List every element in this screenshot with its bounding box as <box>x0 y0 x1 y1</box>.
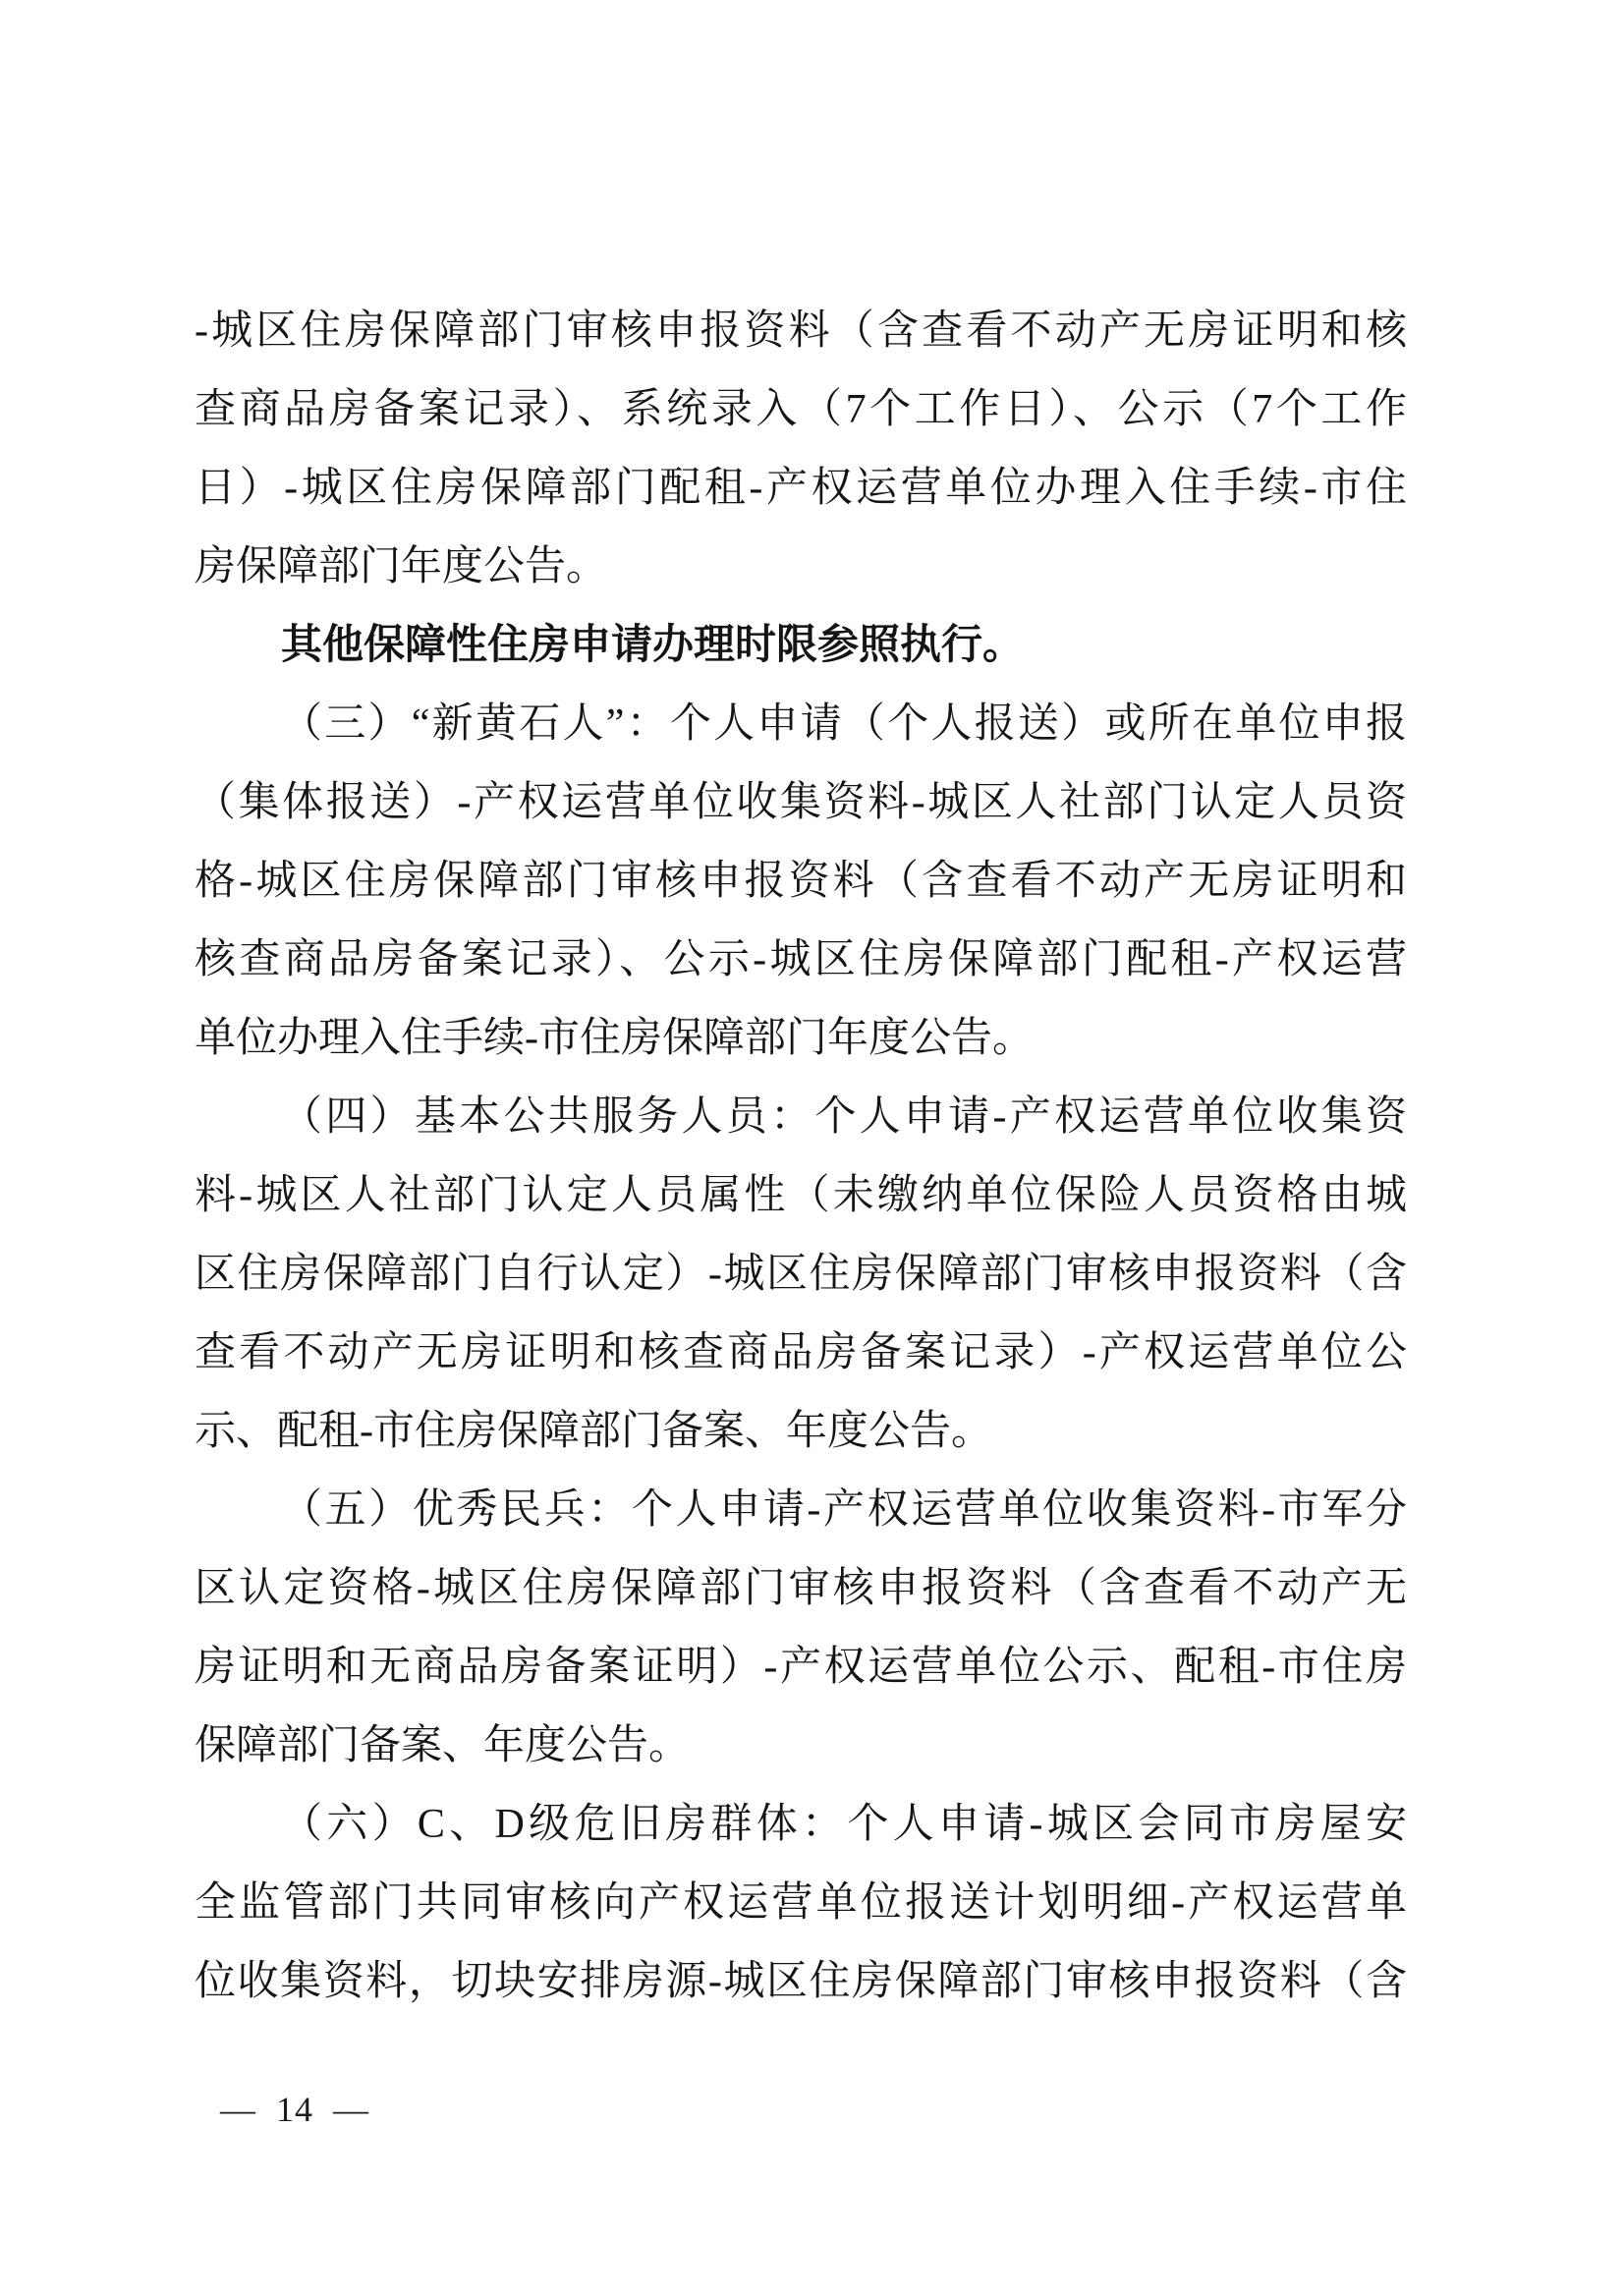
text-line: 单位办理入住手续-市住房保障部门年度公告。 <box>195 1016 1034 1061</box>
text-line: 房保障部门年度公告。 <box>195 544 608 589</box>
text-line: （五）优秀民兵：个人申请-产权运营单位收集资料-市军分 <box>281 1487 1407 1533</box>
para-item-5 <box>195 1471 1407 1785</box>
text-line: （四）基本公共服务人员：个人申请-产权运营单位收集资 <box>281 1094 1407 1140</box>
para-continuation <box>195 292 1407 606</box>
text-line: 查商品房备案记录）、系统录入（7个工作日）、公示（7个工作 <box>195 387 1407 432</box>
text-line: 保障部门备案、年度公告。 <box>195 1723 691 1768</box>
text-line: 房证明和无商品房备案证明）-产权运营单位公示、配租-市住房 <box>195 1645 1407 1690</box>
page-number: — 14 — <box>220 2090 369 2129</box>
text-line: 示、配租-市住房保障部门备案、年度公告。 <box>195 1409 992 1454</box>
text-line-bold: 其他保障性住房申请办理时限参照执行。 <box>281 623 1025 668</box>
text-line: 位收集资料，切块安排房源-城区住房保障部门审核申报资料（含 <box>195 1959 1407 2004</box>
text-line: 全监管部门共同审核向产权运营单位报送计划明细-产权运营单 <box>195 1880 1407 1926</box>
para-note-bold <box>195 606 1407 685</box>
text-line: （集体报送）-产权运营单位收集资料-城区人社部门认定人员资 <box>195 780 1407 825</box>
text-line: 查看不动产无房证明和核查商品房备案记录）-产权运营单位公 <box>195 1330 1407 1375</box>
text-line: 格-城区住房保障部门审核申报资料（含查看不动产无房证明和 <box>195 859 1407 904</box>
text-line: 日）-城区住房保障部门配租-产权运营单位办理入住手续-市住 <box>195 466 1407 511</box>
para-item-3 <box>195 685 1407 1078</box>
text-line: （三）“新黄石人”：个人申请（个人报送）或所在单位申报 <box>281 701 1407 747</box>
body-text <box>195 292 1407 2021</box>
para-item-4 <box>195 1078 1407 1471</box>
text-line: 核查商品房备案记录）、公示-城区住房保障部门配租-产权运营 <box>195 937 1407 982</box>
text-line: 区住房保障部门自行认定）-城区住房保障部门审核申报资料（含 <box>195 1252 1407 1297</box>
text-line: 区认定资格-城区住房保障部门审核申报资料（含查看不动产无 <box>195 1566 1407 1611</box>
para-item-6 <box>195 1785 1407 2021</box>
text-line: 料-城区人社部门认定人员属性（未缴纳单位保险人员资格由城 <box>195 1173 1407 1218</box>
text-line: -城区住房保障部门审核申报资料（含查看不动产无房证明和核 <box>195 308 1407 354</box>
page-footer <box>220 2087 369 2132</box>
text-line: （六）C、D级危旧房群体：个人申请-城区会同市房屋安 <box>281 1802 1407 1847</box>
